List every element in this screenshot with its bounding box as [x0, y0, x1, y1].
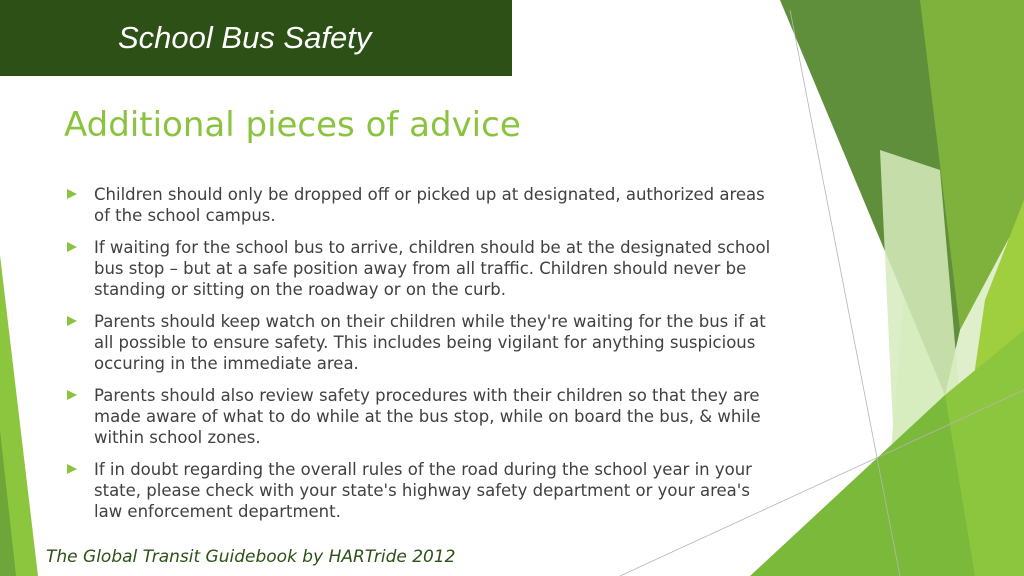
green-triangle-bullet-icon	[67, 390, 77, 400]
bullet-text: Children should only be dropped off or picked up at designated, authorized areas of the school campus.	[94, 185, 765, 225]
bullet-text: If in doubt regarding the overall rules of the road during the school year in your state, please check with your state's highway safety department or your area's law enforcement department.	[94, 460, 752, 521]
bullet-list	[64, 184, 776, 533]
facet-lower-center	[750, 395, 975, 576]
bullet-text: Parents should also review safety procedures with their children so that they are made aware of what to do while at the bus stop, while on board the bus, & while within school zones.	[94, 386, 761, 447]
bullet-text: If waiting for the school bus to arrive, children should be at the designated school bus stop – but at a safe position away from all traffic. Children should never be standing or sitting on the roadway or on the curb.	[94, 238, 771, 299]
bullet-item	[64, 184, 776, 226]
bullet-item	[64, 459, 776, 522]
header-title: School Bus Safety	[118, 20, 372, 55]
bullet-text: Parents should keep watch on their children while they're waiting for the bus if at all possible to ensure safety. This includes being vigilant for anything suspicious occuring in the immediate area.	[94, 312, 766, 373]
header-band	[0, 0, 512, 76]
slide-title: Additional pieces of advice	[64, 105, 521, 145]
footer-credit: The Global Transit Guidebook by HARTride 2012	[46, 547, 456, 567]
green-triangle-bullet-icon	[67, 464, 77, 474]
bullet-item	[64, 237, 776, 300]
green-triangle-bullet-icon	[67, 316, 77, 326]
green-triangle-bullet-icon	[67, 189, 77, 199]
green-triangle-bullet-icon	[67, 242, 77, 252]
bullet-item	[64, 311, 776, 374]
bullet-item	[64, 385, 776, 448]
